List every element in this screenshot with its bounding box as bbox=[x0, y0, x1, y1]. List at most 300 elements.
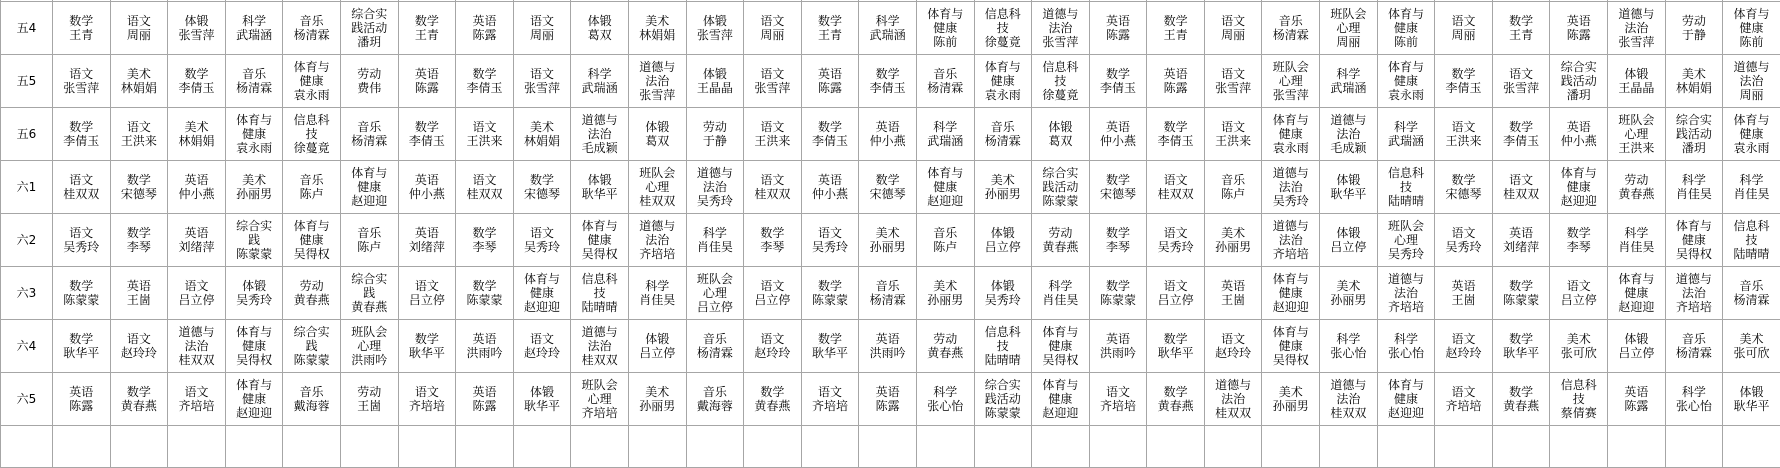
empty-cell[interactable] bbox=[1665, 426, 1723, 468]
schedule-cell[interactable] bbox=[456, 214, 514, 267]
schedule-cell[interactable] bbox=[225, 2, 283, 55]
schedule-cell[interactable] bbox=[110, 267, 168, 320]
schedule-cell[interactable] bbox=[53, 161, 111, 214]
class-label[interactable]: 五5 bbox=[1, 55, 53, 108]
schedule-cell[interactable] bbox=[1032, 214, 1090, 267]
schedule-cell[interactable] bbox=[1204, 2, 1262, 55]
schedule-cell[interactable] bbox=[1089, 214, 1147, 267]
schedule-cell[interactable] bbox=[1550, 320, 1608, 373]
schedule-cell[interactable] bbox=[225, 214, 283, 267]
cell-line: 耿华平 bbox=[1493, 346, 1550, 360]
schedule-cell[interactable] bbox=[1492, 108, 1550, 161]
schedule-cell[interactable] bbox=[1550, 214, 1608, 267]
schedule-cell[interactable] bbox=[1608, 55, 1666, 108]
schedule-cell[interactable] bbox=[1262, 108, 1320, 161]
schedule-cell[interactable] bbox=[916, 108, 974, 161]
schedule-cell[interactable] bbox=[340, 55, 398, 108]
schedule-cell[interactable] bbox=[1723, 267, 1780, 320]
schedule-cell[interactable] bbox=[398, 161, 456, 214]
schedule-cell[interactable] bbox=[1032, 55, 1090, 108]
schedule-cell[interactable] bbox=[744, 161, 802, 214]
class-label[interactable]: 六4 bbox=[1, 320, 53, 373]
schedule-cell[interactable] bbox=[1089, 55, 1147, 108]
cell-line: 肖佳昊 bbox=[1608, 240, 1665, 254]
schedule-cell[interactable] bbox=[340, 373, 398, 426]
schedule-cell[interactable] bbox=[1550, 161, 1608, 214]
schedule-cell[interactable] bbox=[1320, 108, 1378, 161]
class-label[interactable]: 六1 bbox=[1, 161, 53, 214]
schedule-cell[interactable] bbox=[283, 55, 341, 108]
schedule-cell[interactable] bbox=[1262, 55, 1320, 108]
schedule-cell[interactable] bbox=[53, 320, 111, 373]
schedule-cell[interactable] bbox=[398, 55, 456, 108]
schedule-cell[interactable] bbox=[916, 55, 974, 108]
schedule-cell[interactable] bbox=[110, 214, 168, 267]
schedule-cell[interactable] bbox=[1204, 108, 1262, 161]
schedule-cell[interactable] bbox=[1435, 214, 1493, 267]
schedule-cell[interactable] bbox=[456, 373, 514, 426]
schedule-cell[interactable] bbox=[340, 267, 398, 320]
empty-cell[interactable] bbox=[1, 426, 53, 468]
schedule-cell[interactable] bbox=[859, 214, 917, 267]
schedule-cell[interactable] bbox=[1723, 2, 1780, 55]
empty-cell[interactable] bbox=[1435, 426, 1493, 468]
schedule-cell[interactable] bbox=[916, 214, 974, 267]
empty-cell[interactable] bbox=[1262, 426, 1320, 468]
schedule-cell[interactable] bbox=[1262, 2, 1320, 55]
schedule-cell[interactable] bbox=[1665, 267, 1723, 320]
schedule-cell[interactable] bbox=[1204, 320, 1262, 373]
empty-cell[interactable] bbox=[110, 426, 168, 468]
empty-cell[interactable] bbox=[1608, 426, 1666, 468]
schedule-cell[interactable] bbox=[1377, 320, 1435, 373]
schedule-cell[interactable] bbox=[456, 267, 514, 320]
cell-line: 王崮 bbox=[1435, 293, 1492, 307]
schedule-cell[interactable] bbox=[1147, 2, 1205, 55]
schedule-cell[interactable] bbox=[1492, 161, 1550, 214]
schedule-cell[interactable] bbox=[340, 161, 398, 214]
cell-line: 英语 bbox=[456, 332, 513, 346]
schedule-cell[interactable] bbox=[1608, 214, 1666, 267]
cell-line: 健康 bbox=[1262, 339, 1319, 353]
schedule-cell[interactable] bbox=[628, 2, 686, 55]
schedule-cell[interactable] bbox=[916, 373, 974, 426]
schedule-cell[interactable] bbox=[1492, 267, 1550, 320]
schedule-cell[interactable] bbox=[283, 161, 341, 214]
cell-line: 美术 bbox=[1550, 332, 1607, 346]
schedule-cell[interactable] bbox=[1147, 373, 1205, 426]
empty-cell[interactable] bbox=[628, 426, 686, 468]
schedule-cell[interactable] bbox=[686, 55, 744, 108]
schedule-cell[interactable] bbox=[1377, 55, 1435, 108]
schedule-cell[interactable] bbox=[283, 320, 341, 373]
schedule-cell[interactable] bbox=[801, 161, 859, 214]
schedule-cell[interactable] bbox=[628, 55, 686, 108]
schedule-cell[interactable] bbox=[398, 2, 456, 55]
schedule-cell[interactable] bbox=[628, 108, 686, 161]
schedule-cell[interactable] bbox=[571, 161, 629, 214]
schedule-cell[interactable] bbox=[974, 2, 1032, 55]
schedule-cell[interactable] bbox=[283, 214, 341, 267]
schedule-cell[interactable] bbox=[1608, 161, 1666, 214]
schedule-cell[interactable] bbox=[1032, 2, 1090, 55]
schedule-cell[interactable] bbox=[1147, 320, 1205, 373]
schedule-cell[interactable] bbox=[1723, 214, 1780, 267]
schedule-cell[interactable] bbox=[1147, 161, 1205, 214]
schedule-cell[interactable] bbox=[1377, 108, 1435, 161]
schedule-cell[interactable] bbox=[53, 373, 111, 426]
schedule-cell[interactable] bbox=[1204, 161, 1262, 214]
schedule-cell[interactable] bbox=[686, 214, 744, 267]
schedule-cell[interactable] bbox=[801, 55, 859, 108]
schedule-cell[interactable] bbox=[859, 267, 917, 320]
schedule-cell[interactable] bbox=[225, 161, 283, 214]
schedule-cell[interactable] bbox=[571, 214, 629, 267]
schedule-cell[interactable] bbox=[974, 55, 1032, 108]
empty-cell[interactable] bbox=[1377, 426, 1435, 468]
schedule-cell[interactable] bbox=[571, 373, 629, 426]
schedule-cell[interactable] bbox=[1435, 55, 1493, 108]
schedule-cell[interactable] bbox=[859, 2, 917, 55]
schedule-cell[interactable] bbox=[801, 108, 859, 161]
schedule-cell[interactable] bbox=[744, 320, 802, 373]
schedule-cell[interactable] bbox=[744, 214, 802, 267]
schedule-cell[interactable] bbox=[686, 2, 744, 55]
cell-line: 语文 bbox=[1435, 385, 1492, 399]
schedule-cell[interactable] bbox=[53, 214, 111, 267]
schedule-cell[interactable] bbox=[1204, 214, 1262, 267]
schedule-cell[interactable] bbox=[1262, 161, 1320, 214]
schedule-cell[interactable] bbox=[225, 55, 283, 108]
schedule-cell[interactable] bbox=[974, 373, 1032, 426]
schedule-cell[interactable] bbox=[801, 214, 859, 267]
schedule-cell[interactable] bbox=[1147, 214, 1205, 267]
schedule-cell[interactable] bbox=[1608, 373, 1666, 426]
schedule-cell[interactable] bbox=[1377, 373, 1435, 426]
empty-cell[interactable] bbox=[744, 426, 802, 468]
schedule-cell[interactable] bbox=[974, 108, 1032, 161]
schedule-cell[interactable] bbox=[1492, 320, 1550, 373]
cell-line: 科学 bbox=[226, 14, 283, 28]
schedule-cell[interactable] bbox=[686, 267, 744, 320]
schedule-cell[interactable] bbox=[686, 161, 744, 214]
schedule-cell[interactable] bbox=[225, 373, 283, 426]
empty-cell[interactable] bbox=[1723, 426, 1780, 468]
schedule-cell[interactable] bbox=[744, 55, 802, 108]
schedule-cell[interactable] bbox=[1665, 2, 1723, 55]
cell-line: 桂双双 bbox=[53, 187, 110, 201]
schedule-cell[interactable] bbox=[859, 373, 917, 426]
schedule-cell[interactable] bbox=[1320, 2, 1378, 55]
schedule-cell[interactable] bbox=[110, 320, 168, 373]
schedule-cell[interactable] bbox=[1665, 55, 1723, 108]
schedule-cell[interactable] bbox=[916, 267, 974, 320]
schedule-cell[interactable] bbox=[974, 267, 1032, 320]
schedule-cell[interactable] bbox=[513, 2, 571, 55]
schedule-cell[interactable] bbox=[110, 55, 168, 108]
empty-cell[interactable] bbox=[225, 426, 283, 468]
class-label[interactable]: 六3 bbox=[1, 267, 53, 320]
schedule-cell[interactable] bbox=[916, 320, 974, 373]
schedule-cell[interactable] bbox=[801, 2, 859, 55]
schedule-cell[interactable] bbox=[1435, 108, 1493, 161]
schedule-cell[interactable] bbox=[283, 373, 341, 426]
cell-line: 班队会 bbox=[1262, 60, 1319, 74]
cell-line: 语文 bbox=[1205, 332, 1262, 346]
schedule-cell[interactable] bbox=[53, 2, 111, 55]
schedule-cell[interactable] bbox=[340, 320, 398, 373]
schedule-cell[interactable] bbox=[1723, 320, 1780, 373]
schedule-cell[interactable] bbox=[398, 214, 456, 267]
empty-cell[interactable] bbox=[1550, 426, 1608, 468]
schedule-cell[interactable] bbox=[1377, 161, 1435, 214]
empty-cell[interactable] bbox=[1089, 426, 1147, 468]
schedule-cell[interactable] bbox=[571, 2, 629, 55]
schedule-cell[interactable] bbox=[1032, 320, 1090, 373]
schedule-cell[interactable] bbox=[628, 320, 686, 373]
schedule-cell[interactable] bbox=[1320, 320, 1378, 373]
schedule-cell[interactable] bbox=[744, 267, 802, 320]
schedule-cell[interactable] bbox=[1435, 267, 1493, 320]
schedule-cell[interactable] bbox=[513, 214, 571, 267]
empty-cell[interactable] bbox=[168, 426, 226, 468]
schedule-cell[interactable] bbox=[974, 161, 1032, 214]
schedule-cell[interactable] bbox=[398, 108, 456, 161]
empty-cell[interactable] bbox=[974, 426, 1032, 468]
schedule-cell[interactable] bbox=[225, 320, 283, 373]
schedule-cell[interactable] bbox=[916, 2, 974, 55]
schedule-cell[interactable] bbox=[398, 320, 456, 373]
cell-line: 仲小燕 bbox=[802, 187, 859, 201]
schedule-cell[interactable] bbox=[1723, 373, 1780, 426]
schedule-cell[interactable] bbox=[1089, 267, 1147, 320]
schedule-cell[interactable] bbox=[1377, 267, 1435, 320]
empty-cell[interactable] bbox=[916, 426, 974, 468]
schedule-cell[interactable] bbox=[744, 108, 802, 161]
schedule-cell[interactable] bbox=[571, 108, 629, 161]
schedule-cell[interactable] bbox=[168, 55, 226, 108]
schedule-cell[interactable] bbox=[1608, 267, 1666, 320]
class-label[interactable]: 五6 bbox=[1, 108, 53, 161]
schedule-cell[interactable] bbox=[456, 55, 514, 108]
schedule-cell[interactable] bbox=[1032, 373, 1090, 426]
cell-line: 林娟娟 bbox=[629, 28, 686, 42]
schedule-cell[interactable] bbox=[1550, 2, 1608, 55]
schedule-cell[interactable] bbox=[283, 267, 341, 320]
schedule-cell[interactable] bbox=[1435, 320, 1493, 373]
schedule-cell[interactable] bbox=[1492, 55, 1550, 108]
schedule-cell[interactable] bbox=[1032, 267, 1090, 320]
empty-cell[interactable] bbox=[1492, 426, 1550, 468]
schedule-cell[interactable] bbox=[801, 267, 859, 320]
class-row bbox=[1, 373, 1780, 426]
schedule-cell[interactable] bbox=[1377, 2, 1435, 55]
schedule-cell[interactable] bbox=[168, 373, 226, 426]
empty-cell[interactable] bbox=[398, 426, 456, 468]
schedule-cell[interactable] bbox=[859, 55, 917, 108]
class-label[interactable]: 六5 bbox=[1, 373, 53, 426]
schedule-cell[interactable] bbox=[168, 214, 226, 267]
schedule-cell[interactable] bbox=[513, 161, 571, 214]
schedule-cell[interactable] bbox=[456, 2, 514, 55]
schedule-cell[interactable] bbox=[1147, 108, 1205, 161]
class-label[interactable]: 六2 bbox=[1, 214, 53, 267]
schedule-cell[interactable] bbox=[1377, 214, 1435, 267]
schedule-cell[interactable] bbox=[1089, 2, 1147, 55]
schedule-cell[interactable] bbox=[168, 161, 226, 214]
cell-line: 孙丽男 bbox=[917, 293, 974, 307]
schedule-cell[interactable] bbox=[571, 267, 629, 320]
schedule-cell[interactable] bbox=[283, 108, 341, 161]
schedule-cell[interactable] bbox=[398, 267, 456, 320]
schedule-cell[interactable] bbox=[628, 373, 686, 426]
schedule-cell[interactable] bbox=[1089, 108, 1147, 161]
schedule-cell[interactable] bbox=[1089, 373, 1147, 426]
schedule-cell[interactable] bbox=[1320, 373, 1378, 426]
schedule-cell[interactable] bbox=[1262, 214, 1320, 267]
schedule-cell[interactable] bbox=[340, 2, 398, 55]
schedule-cell[interactable] bbox=[110, 2, 168, 55]
cell-line: 吴秀玲 bbox=[514, 240, 571, 254]
class-label[interactable]: 五4 bbox=[1, 2, 53, 55]
schedule-cell[interactable] bbox=[686, 320, 744, 373]
schedule-cell[interactable] bbox=[1089, 320, 1147, 373]
schedule-cell[interactable] bbox=[340, 108, 398, 161]
schedule-cell[interactable] bbox=[340, 214, 398, 267]
schedule-cell[interactable] bbox=[686, 108, 744, 161]
schedule-cell[interactable] bbox=[1723, 55, 1780, 108]
cell-line: 技 bbox=[975, 339, 1032, 353]
schedule-cell[interactable] bbox=[110, 373, 168, 426]
schedule-cell[interactable] bbox=[1204, 373, 1262, 426]
schedule-cell[interactable] bbox=[1723, 108, 1780, 161]
cell-line: 洪雨吟 bbox=[1090, 346, 1147, 360]
schedule-cell[interactable] bbox=[398, 373, 456, 426]
cell-line: 数学 bbox=[53, 120, 110, 134]
schedule-cell[interactable] bbox=[628, 161, 686, 214]
empty-cell[interactable] bbox=[1204, 426, 1262, 468]
schedule-cell[interactable] bbox=[168, 267, 226, 320]
empty-cell[interactable] bbox=[859, 426, 917, 468]
empty-cell[interactable] bbox=[53, 426, 111, 468]
schedule-cell[interactable] bbox=[744, 2, 802, 55]
schedule-cell[interactable] bbox=[628, 214, 686, 267]
schedule-cell[interactable] bbox=[916, 161, 974, 214]
schedule-cell[interactable] bbox=[1435, 161, 1493, 214]
empty-cell[interactable] bbox=[1147, 426, 1205, 468]
schedule-cell[interactable] bbox=[571, 55, 629, 108]
schedule-cell[interactable] bbox=[1147, 267, 1205, 320]
empty-cell[interactable] bbox=[1032, 426, 1090, 468]
schedule-cell[interactable] bbox=[859, 161, 917, 214]
schedule-cell[interactable] bbox=[1665, 108, 1723, 161]
schedule-cell[interactable] bbox=[1320, 214, 1378, 267]
schedule-cell[interactable] bbox=[53, 108, 111, 161]
schedule-cell[interactable] bbox=[225, 267, 283, 320]
schedule-cell[interactable] bbox=[1492, 214, 1550, 267]
schedule-cell[interactable] bbox=[974, 214, 1032, 267]
schedule-cell[interactable] bbox=[1608, 108, 1666, 161]
schedule-cell[interactable] bbox=[859, 320, 917, 373]
schedule-cell[interactable] bbox=[168, 108, 226, 161]
empty-cell[interactable] bbox=[1320, 426, 1378, 468]
schedule-cell[interactable] bbox=[1320, 55, 1378, 108]
schedule-cell[interactable] bbox=[456, 320, 514, 373]
schedule-cell[interactable] bbox=[628, 267, 686, 320]
schedule-cell[interactable] bbox=[1550, 373, 1608, 426]
schedule-cell[interactable] bbox=[1262, 373, 1320, 426]
schedule-cell[interactable] bbox=[168, 320, 226, 373]
schedule-cell[interactable] bbox=[1550, 55, 1608, 108]
schedule-cell[interactable] bbox=[513, 267, 571, 320]
schedule-cell[interactable] bbox=[1032, 161, 1090, 214]
schedule-cell[interactable] bbox=[513, 320, 571, 373]
schedule-cell[interactable] bbox=[1435, 2, 1493, 55]
schedule-cell[interactable] bbox=[1435, 373, 1493, 426]
schedule-cell[interactable] bbox=[168, 2, 226, 55]
schedule-cell[interactable] bbox=[1550, 267, 1608, 320]
schedule-cell[interactable] bbox=[513, 55, 571, 108]
schedule-cell[interactable] bbox=[686, 373, 744, 426]
schedule-cell[interactable] bbox=[1608, 2, 1666, 55]
schedule-cell[interactable] bbox=[1147, 55, 1205, 108]
schedule-cell[interactable] bbox=[859, 108, 917, 161]
schedule-cell[interactable] bbox=[1723, 161, 1780, 214]
schedule-cell[interactable] bbox=[1492, 373, 1550, 426]
schedule-cell[interactable] bbox=[1608, 320, 1666, 373]
schedule-cell[interactable] bbox=[1032, 108, 1090, 161]
schedule-cell[interactable] bbox=[513, 108, 571, 161]
schedule-cell[interactable] bbox=[1320, 267, 1378, 320]
schedule-cell[interactable] bbox=[283, 2, 341, 55]
empty-cell[interactable] bbox=[456, 426, 514, 468]
schedule-cell[interactable] bbox=[744, 373, 802, 426]
schedule-cell[interactable] bbox=[53, 267, 111, 320]
schedule-cell[interactable] bbox=[225, 108, 283, 161]
empty-cell[interactable] bbox=[571, 426, 629, 468]
schedule-cell[interactable] bbox=[456, 108, 514, 161]
empty-cell[interactable] bbox=[340, 426, 398, 468]
empty-cell[interactable] bbox=[513, 426, 571, 468]
schedule-cell[interactable] bbox=[110, 161, 168, 214]
schedule-cell[interactable] bbox=[1665, 373, 1723, 426]
schedule-cell[interactable] bbox=[801, 320, 859, 373]
schedule-cell[interactable] bbox=[1665, 161, 1723, 214]
schedule-cell[interactable] bbox=[571, 320, 629, 373]
schedule-cell[interactable] bbox=[801, 373, 859, 426]
schedule-cell[interactable] bbox=[53, 55, 111, 108]
schedule-cell[interactable] bbox=[1492, 2, 1550, 55]
schedule-cell[interactable] bbox=[1262, 320, 1320, 373]
schedule-cell[interactable] bbox=[1550, 108, 1608, 161]
schedule-cell[interactable] bbox=[1262, 267, 1320, 320]
schedule-cell[interactable] bbox=[1089, 161, 1147, 214]
schedule-cell[interactable] bbox=[1204, 55, 1262, 108]
schedule-cell[interactable] bbox=[1665, 214, 1723, 267]
empty-cell[interactable] bbox=[283, 426, 341, 468]
schedule-cell[interactable] bbox=[1204, 267, 1262, 320]
schedule-cell[interactable] bbox=[1665, 320, 1723, 373]
schedule-cell[interactable] bbox=[456, 161, 514, 214]
empty-cell[interactable] bbox=[686, 426, 744, 468]
cell-line: 音乐 bbox=[226, 67, 283, 81]
cell-line: 健康 bbox=[975, 74, 1032, 88]
schedule-cell[interactable] bbox=[1320, 161, 1378, 214]
schedule-cell[interactable] bbox=[974, 320, 1032, 373]
empty-cell[interactable] bbox=[801, 426, 859, 468]
schedule-cell[interactable] bbox=[513, 373, 571, 426]
schedule-cell[interactable] bbox=[110, 108, 168, 161]
